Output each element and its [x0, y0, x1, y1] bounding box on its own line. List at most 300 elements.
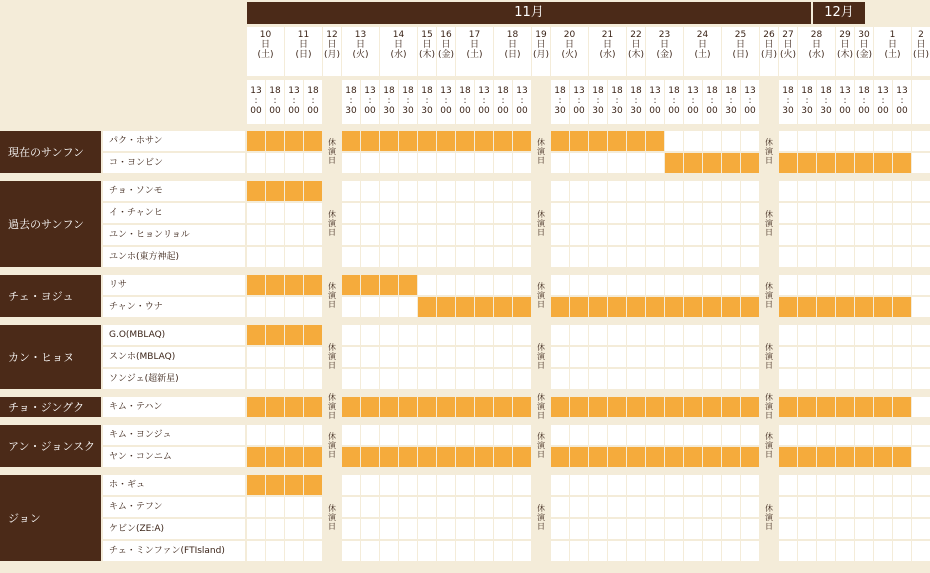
schedule-cell — [589, 447, 607, 467]
schedule-cell — [722, 275, 740, 295]
schedule-cell — [817, 519, 835, 539]
time-slot-header: 13 : 00 — [684, 80, 702, 124]
schedule-cell — [266, 181, 284, 201]
schedule-cell — [342, 369, 360, 389]
schedule-cell — [551, 225, 569, 245]
schedule-cell — [551, 447, 569, 467]
schedule-cell — [513, 519, 531, 539]
schedule-cell — [646, 181, 664, 201]
time-slot-header: 18 : 30 — [399, 80, 417, 124]
schedule-cell — [361, 347, 379, 367]
schedule-cell — [551, 325, 569, 345]
schedule-cell — [418, 447, 436, 467]
schedule-cell — [437, 369, 455, 389]
schedule-cell — [893, 153, 911, 173]
schedule-cell — [722, 519, 740, 539]
schedule-cell — [722, 297, 740, 317]
schedule-cell — [285, 519, 303, 539]
schedule-cell — [893, 347, 911, 367]
schedule-cell — [798, 397, 816, 417]
schedule-cell — [266, 225, 284, 245]
schedule-cell — [418, 497, 436, 517]
performer-name: チョ・ソンモ — [103, 181, 245, 201]
schedule-cell — [456, 497, 474, 517]
schedule-cell — [855, 275, 873, 295]
schedule-cell — [456, 131, 474, 151]
schedule-cell — [285, 447, 303, 467]
schedule-cell — [456, 397, 474, 417]
schedule-cell — [741, 347, 759, 367]
schedule-cell — [513, 347, 531, 367]
schedule-cell — [646, 247, 664, 267]
schedule-cell — [475, 247, 493, 267]
schedule-cell — [836, 203, 854, 223]
schedule-cell — [418, 181, 436, 201]
schedule-cell — [779, 247, 797, 267]
schedule-cell — [399, 347, 417, 367]
schedule-cell — [722, 247, 740, 267]
schedule-cell — [342, 447, 360, 467]
schedule-cell — [608, 447, 626, 467]
schedule-cell — [722, 153, 740, 173]
schedule-cell — [665, 497, 683, 517]
schedule-cell — [266, 541, 284, 561]
schedule-cell — [608, 203, 626, 223]
performer-name: G.O(MBLAQ) — [103, 325, 245, 345]
schedule-cell — [608, 181, 626, 201]
schedule-cell — [741, 425, 759, 445]
schedule-cell — [266, 153, 284, 173]
schedule-cell — [817, 475, 835, 495]
schedule-cell — [855, 131, 873, 151]
schedule-cell — [456, 275, 474, 295]
schedule-cell — [798, 203, 816, 223]
time-slot-header: 18 : 30 — [608, 80, 626, 124]
schedule-cell — [608, 497, 626, 517]
schedule-cell — [304, 397, 322, 417]
schedule-cell — [608, 153, 626, 173]
schedule-cell — [456, 347, 474, 367]
schedule-cell — [456, 203, 474, 223]
schedule-cell — [418, 347, 436, 367]
schedule-cell — [836, 541, 854, 561]
schedule-cell — [627, 475, 645, 495]
month-header-nov: 11月 — [247, 2, 811, 24]
schedule-cell — [741, 447, 759, 467]
date-column-header: 12 日 (月) — [323, 27, 341, 76]
schedule-cell — [779, 497, 797, 517]
schedule-cell — [304, 347, 322, 367]
schedule-cell — [418, 519, 436, 539]
schedule-cell — [342, 347, 360, 367]
schedule-cell — [418, 397, 436, 417]
schedule-cell — [798, 519, 816, 539]
schedule-cell — [893, 247, 911, 267]
schedule-cell — [741, 397, 759, 417]
schedule-cell — [551, 541, 569, 561]
schedule-cell — [589, 425, 607, 445]
schedule-cell — [399, 247, 417, 267]
schedule-cell — [817, 131, 835, 151]
schedule-cell — [494, 225, 512, 245]
performer-name: パク・ホサン — [103, 131, 245, 151]
schedule-cell — [418, 131, 436, 151]
time-slot-header: 13 : 00 — [285, 80, 303, 124]
schedule-cell — [627, 225, 645, 245]
schedule-cell — [361, 325, 379, 345]
schedule-cell — [361, 181, 379, 201]
schedule-cell — [684, 519, 702, 539]
schedule-cell — [304, 247, 322, 267]
schedule-cell — [684, 475, 702, 495]
schedule-cell — [570, 225, 588, 245]
schedule-cell — [361, 247, 379, 267]
schedule-cell — [779, 541, 797, 561]
schedule-cell — [893, 519, 911, 539]
schedule-cell — [437, 153, 455, 173]
date-column-header: 26 日 (月) — [760, 27, 778, 76]
schedule-cell — [342, 541, 360, 561]
schedule-cell — [475, 181, 493, 201]
schedule-cell — [608, 425, 626, 445]
schedule-cell — [342, 203, 360, 223]
schedule-cell — [437, 225, 455, 245]
schedule-cell — [608, 369, 626, 389]
schedule-cell — [817, 347, 835, 367]
schedule-cell — [361, 275, 379, 295]
schedule-cell — [513, 247, 531, 267]
schedule-cell — [437, 397, 455, 417]
date-column-header: 20 日 (火) — [551, 27, 588, 76]
schedule-cell — [874, 181, 892, 201]
schedule-cell — [475, 447, 493, 467]
schedule-cell — [304, 425, 322, 445]
schedule-cell — [589, 541, 607, 561]
schedule-cell — [247, 131, 265, 151]
schedule-cell — [304, 497, 322, 517]
time-slot-header: 18 : 00 — [304, 80, 322, 124]
schedule-cell — [513, 541, 531, 561]
schedule-cell — [665, 425, 683, 445]
schedule-cell — [551, 347, 569, 367]
schedule-cell — [247, 275, 265, 295]
schedule-cell — [513, 325, 531, 345]
date-column-header: 24 日 (土) — [684, 27, 721, 76]
schedule-cell — [285, 497, 303, 517]
schedule-cell — [874, 153, 892, 173]
schedule-cell — [684, 447, 702, 467]
schedule-cell — [684, 275, 702, 295]
cast-group-label: カン・ヒョヌ — [0, 325, 101, 389]
performer-name: ユン・ヒョンリョル — [103, 225, 245, 245]
schedule-cell — [912, 541, 930, 561]
schedule-cell — [475, 541, 493, 561]
schedule-cell — [703, 475, 721, 495]
schedule-cell — [912, 519, 930, 539]
schedule-cell — [551, 519, 569, 539]
schedule-cell — [247, 247, 265, 267]
schedule-cell — [380, 247, 398, 267]
schedule-cell — [608, 519, 626, 539]
schedule-cell — [836, 347, 854, 367]
schedule-cell — [551, 247, 569, 267]
schedule-cell — [247, 519, 265, 539]
schedule-cell — [836, 275, 854, 295]
schedule-cell — [703, 225, 721, 245]
schedule-cell — [608, 297, 626, 317]
cast-group-label: 過去のサンフン — [0, 181, 101, 267]
date-column-header: 10 日 (土) — [247, 27, 284, 76]
schedule-cell — [513, 497, 531, 517]
performer-name: ホ・ギュ — [103, 475, 245, 495]
schedule-cell — [361, 153, 379, 173]
schedule-cell — [836, 519, 854, 539]
schedule-cell — [361, 541, 379, 561]
schedule-cell — [304, 475, 322, 495]
rest-day-label: 休 演 日 — [537, 138, 545, 165]
schedule-cell — [247, 203, 265, 223]
schedule-cell — [741, 203, 759, 223]
time-slot-header: 13 : 00 — [247, 80, 265, 124]
rest-day-label: 休 演 日 — [537, 504, 545, 531]
date-column-header: 2 日 (日) — [912, 27, 930, 76]
schedule-cell — [285, 181, 303, 201]
schedule-cell — [399, 519, 417, 539]
schedule-cell — [247, 325, 265, 345]
schedule-cell — [380, 497, 398, 517]
schedule-cell — [836, 425, 854, 445]
schedule-cell — [304, 153, 322, 173]
schedule-cell — [893, 397, 911, 417]
rest-day-label: 休 演 日 — [328, 282, 336, 309]
schedule-cell — [836, 131, 854, 151]
schedule-cell — [475, 369, 493, 389]
schedule-cell — [380, 325, 398, 345]
schedule-cell — [703, 325, 721, 345]
schedule-cell — [722, 325, 740, 345]
schedule-cell — [266, 425, 284, 445]
schedule-cell — [456, 225, 474, 245]
date-column-header: 18 日 (日) — [494, 27, 531, 76]
schedule-cell — [722, 541, 740, 561]
schedule-cell — [475, 519, 493, 539]
schedule-cell — [247, 475, 265, 495]
schedule-cell — [494, 297, 512, 317]
schedule-cell — [247, 497, 265, 517]
schedule-cell — [285, 347, 303, 367]
schedule-cell — [513, 275, 531, 295]
schedule-cell — [836, 225, 854, 245]
schedule-cell — [627, 369, 645, 389]
schedule-cell — [912, 369, 930, 389]
schedule-cell — [266, 475, 284, 495]
schedule-cell — [893, 203, 911, 223]
schedule-cell — [665, 325, 683, 345]
schedule-cell — [779, 347, 797, 367]
schedule-cell — [285, 475, 303, 495]
schedule-cell — [399, 297, 417, 317]
time-slot-header: 13 : 00 — [513, 80, 531, 124]
schedule-cell — [266, 297, 284, 317]
schedule-cell — [855, 325, 873, 345]
schedule-cell — [855, 519, 873, 539]
schedule-cell — [380, 397, 398, 417]
schedule-cell — [475, 475, 493, 495]
time-slot-header: 18 : 30 — [418, 80, 436, 124]
schedule-cell — [665, 153, 683, 173]
schedule-cell — [665, 275, 683, 295]
schedule-cell — [304, 181, 322, 201]
schedule-cell — [779, 397, 797, 417]
schedule-cell — [855, 541, 873, 561]
schedule-cell — [893, 131, 911, 151]
schedule-cell — [855, 153, 873, 173]
schedule-cell — [855, 497, 873, 517]
schedule-cell — [304, 519, 322, 539]
schedule-cell — [684, 181, 702, 201]
schedule-cell — [589, 397, 607, 417]
schedule-cell — [874, 225, 892, 245]
schedule-cell — [836, 297, 854, 317]
time-slot-header — [912, 80, 930, 124]
schedule-cell — [703, 425, 721, 445]
schedule-cell — [456, 297, 474, 317]
schedule-cell — [285, 541, 303, 561]
schedule-cell — [399, 181, 417, 201]
schedule-cell — [456, 425, 474, 445]
schedule-cell — [589, 275, 607, 295]
schedule-cell — [494, 447, 512, 467]
schedule-cell — [665, 181, 683, 201]
schedule-cell — [475, 347, 493, 367]
schedule-cell — [589, 297, 607, 317]
schedule-cell — [342, 181, 360, 201]
schedule-cell — [817, 541, 835, 561]
schedule-cell — [437, 203, 455, 223]
schedule-cell — [912, 497, 930, 517]
schedule-cell — [247, 541, 265, 561]
schedule-cell — [912, 181, 930, 201]
schedule-cell — [437, 325, 455, 345]
schedule-cell — [475, 275, 493, 295]
schedule-cell — [684, 247, 702, 267]
schedule-cell — [513, 131, 531, 151]
schedule-cell — [646, 475, 664, 495]
schedule-cell — [741, 247, 759, 267]
schedule-cell — [855, 397, 873, 417]
performer-name: ヤン・コンニム — [103, 447, 245, 467]
rest-day-label: 休 演 日 — [765, 210, 773, 237]
schedule-cell — [855, 203, 873, 223]
schedule-cell — [266, 275, 284, 295]
schedule-cell — [494, 275, 512, 295]
schedule-cell — [266, 247, 284, 267]
schedule-cell — [437, 425, 455, 445]
schedule-cell — [399, 203, 417, 223]
schedule-cell — [551, 297, 569, 317]
schedule-cell — [380, 225, 398, 245]
schedule-cell — [285, 297, 303, 317]
schedule-cell — [817, 203, 835, 223]
schedule-cell — [551, 425, 569, 445]
date-column-header: 13 日 (火) — [342, 27, 379, 76]
schedule-cell — [513, 425, 531, 445]
schedule-cell — [741, 181, 759, 201]
schedule-cell — [589, 369, 607, 389]
schedule-cell — [475, 225, 493, 245]
schedule-cell — [380, 347, 398, 367]
schedule-cell — [399, 131, 417, 151]
schedule-cell — [513, 225, 531, 245]
schedule-cell — [684, 397, 702, 417]
time-slot-header: 18 : 30 — [589, 80, 607, 124]
schedule-cell — [627, 247, 645, 267]
schedule-cell — [570, 447, 588, 467]
time-slot-header: 13 : 00 — [646, 80, 664, 124]
schedule-cell — [798, 181, 816, 201]
schedule-cell — [361, 131, 379, 151]
schedule-cell — [722, 347, 740, 367]
schedule-cell — [627, 203, 645, 223]
rest-day-label: 休 演 日 — [765, 138, 773, 165]
schedule-cell — [779, 275, 797, 295]
schedule-cell — [513, 475, 531, 495]
schedule-cell — [494, 519, 512, 539]
schedule-cell — [418, 247, 436, 267]
schedule-cell — [342, 131, 360, 151]
schedule-cell — [684, 497, 702, 517]
schedule-cell — [399, 225, 417, 245]
schedule-cell — [836, 153, 854, 173]
schedule-cell — [779, 519, 797, 539]
rest-day-label: 休 演 日 — [537, 210, 545, 237]
schedule-cell — [361, 225, 379, 245]
schedule-cell — [266, 203, 284, 223]
schedule-cell — [646, 131, 664, 151]
schedule-cell — [741, 519, 759, 539]
schedule-cell — [817, 153, 835, 173]
schedule-cell — [437, 181, 455, 201]
schedule-cell — [285, 247, 303, 267]
rest-day-label: 休 演 日 — [765, 432, 773, 459]
date-column-header: 23 日 (金) — [646, 27, 683, 76]
schedule-cell — [608, 325, 626, 345]
rest-day-label: 休 演 日 — [537, 393, 545, 420]
schedule-cell — [912, 203, 930, 223]
schedule-cell — [722, 497, 740, 517]
schedule-cell — [570, 275, 588, 295]
schedule-cell — [418, 203, 436, 223]
schedule-cell — [589, 347, 607, 367]
schedule-cell — [874, 203, 892, 223]
schedule-cell — [817, 247, 835, 267]
schedule-cell — [817, 497, 835, 517]
schedule-cell — [399, 447, 417, 467]
schedule-cell — [456, 247, 474, 267]
rest-day-label: 休 演 日 — [328, 210, 336, 237]
schedule-cell — [912, 347, 930, 367]
schedule-cell — [570, 153, 588, 173]
schedule-cell — [494, 347, 512, 367]
schedule-cell — [589, 225, 607, 245]
schedule-cell — [342, 153, 360, 173]
schedule-cell — [513, 297, 531, 317]
time-slot-header: 18 : 00 — [456, 80, 474, 124]
schedule-cell — [342, 475, 360, 495]
schedule-cell — [266, 447, 284, 467]
schedule-cell — [798, 475, 816, 495]
schedule-cell — [361, 519, 379, 539]
